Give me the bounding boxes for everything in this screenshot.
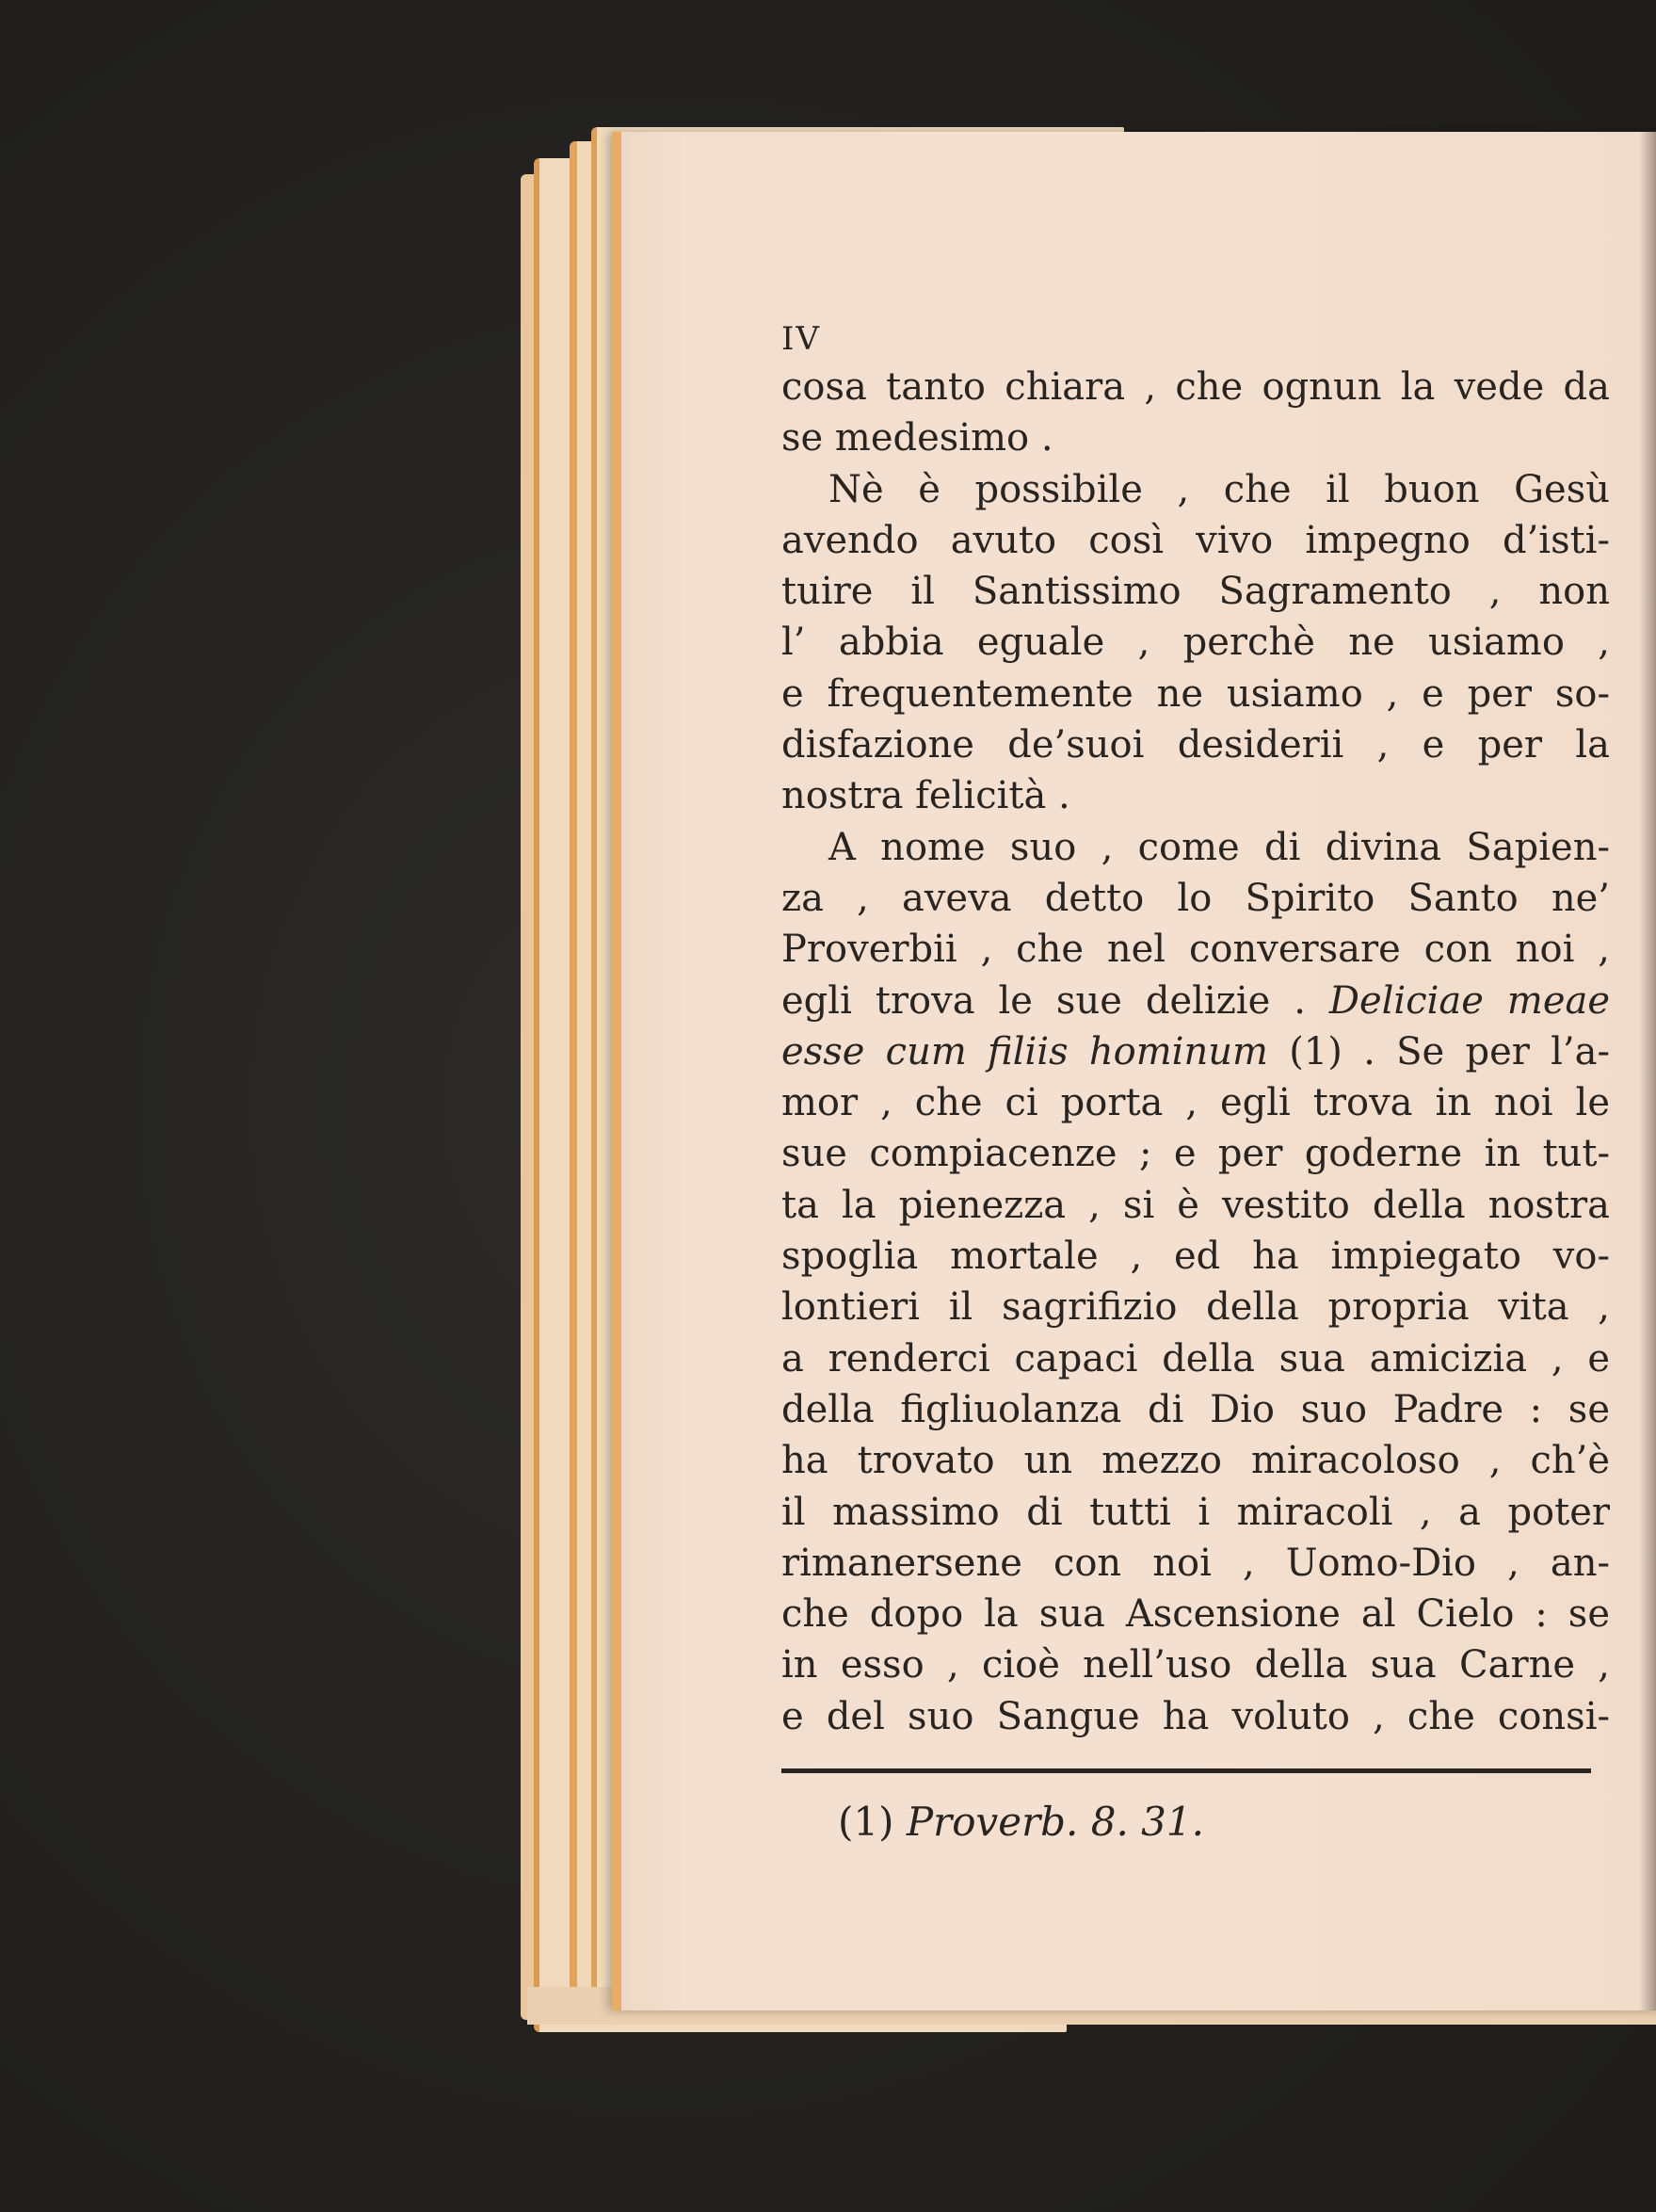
line-roman-part: egli trova le sue delizie .	[781, 978, 1306, 1023]
line-italic-part: Deliciae meae	[1328, 978, 1611, 1023]
text-line	[781, 976, 1610, 1026]
text-line: Proverbii , che nel conversare con noi ,	[781, 928, 1610, 972]
text-line: l’ abbia eguale , perchè ne usiamo ,	[781, 621, 1610, 665]
text-line: ha trovato un mezzo miracoloso , ch’è	[781, 1439, 1610, 1483]
line-italic-part: esse cum filiis hominum	[781, 1029, 1268, 1074]
text-line: a renderci capaci della sua amicizia , e	[781, 1336, 1610, 1380]
text-line: se medesimo .	[781, 416, 1053, 460]
text-line: A nome suo , come di divina Sapien-	[828, 825, 1610, 869]
text-line: e del suo Sangue ha voluto , che consi-	[781, 1694, 1610, 1738]
text-line: rimanersene con noi , Uomo-Dio , an-	[781, 1541, 1610, 1585]
text-line: che dopo la sua Ascensione al Cielo : se	[781, 1592, 1610, 1637]
text-line: tuire il Santissimo Sagramento , non	[781, 570, 1610, 614]
text-block	[781, 320, 1610, 1850]
text-line: avendo avuto così vivo impegno d’isti-	[781, 518, 1610, 562]
text-line: spoglia mortale , ed ha impiegato vo-	[781, 1235, 1610, 1279]
text-line: in esso , cioè nell’uso della sua Carne ,	[781, 1643, 1610, 1687]
gutter-shadow	[1639, 132, 1656, 2010]
text-line: e frequentemente ne usiamo , e per so-	[781, 671, 1610, 716]
line-roman-part: (1) . Se per l’a-	[1289, 1029, 1611, 1074]
footnote-marker: (1)	[838, 1799, 894, 1846]
body-text	[781, 362, 1610, 1742]
text-line: za , aveva detto lo Spirito Santo ne’	[781, 876, 1610, 920]
text-line: ta la pienezza , si è vestito della nostra	[781, 1183, 1610, 1227]
text-line: sue compiacenze ; e per goderne in tut-	[781, 1132, 1610, 1176]
text-line: cosa tanto chiara , che ognun la vede da	[781, 365, 1610, 409]
text-line: nostra felicità .	[781, 774, 1070, 818]
text-line: disfazione de’suoi desiderii , e per la	[781, 723, 1610, 767]
text-line: della figliuolanza di Dio suo Padre : se	[781, 1387, 1610, 1431]
text-line: lontieri il sagrifizio della propria vita ,	[781, 1285, 1610, 1330]
footnote	[781, 1794, 1610, 1850]
text-line: mor , che ci porta , egli trova in noi le	[781, 1081, 1610, 1125]
text-line: il massimo di tutti i miracoli , a poter	[781, 1490, 1610, 1534]
text-line	[781, 1026, 1610, 1077]
text-line: Nè è possibile , che il buon Gesù	[828, 467, 1610, 511]
footnote-rule	[781, 1768, 1591, 1773]
page-number: IV	[781, 320, 821, 358]
footnote-reference: Proverb. 8. 31.	[906, 1799, 1204, 1846]
book-page	[612, 132, 1656, 2010]
